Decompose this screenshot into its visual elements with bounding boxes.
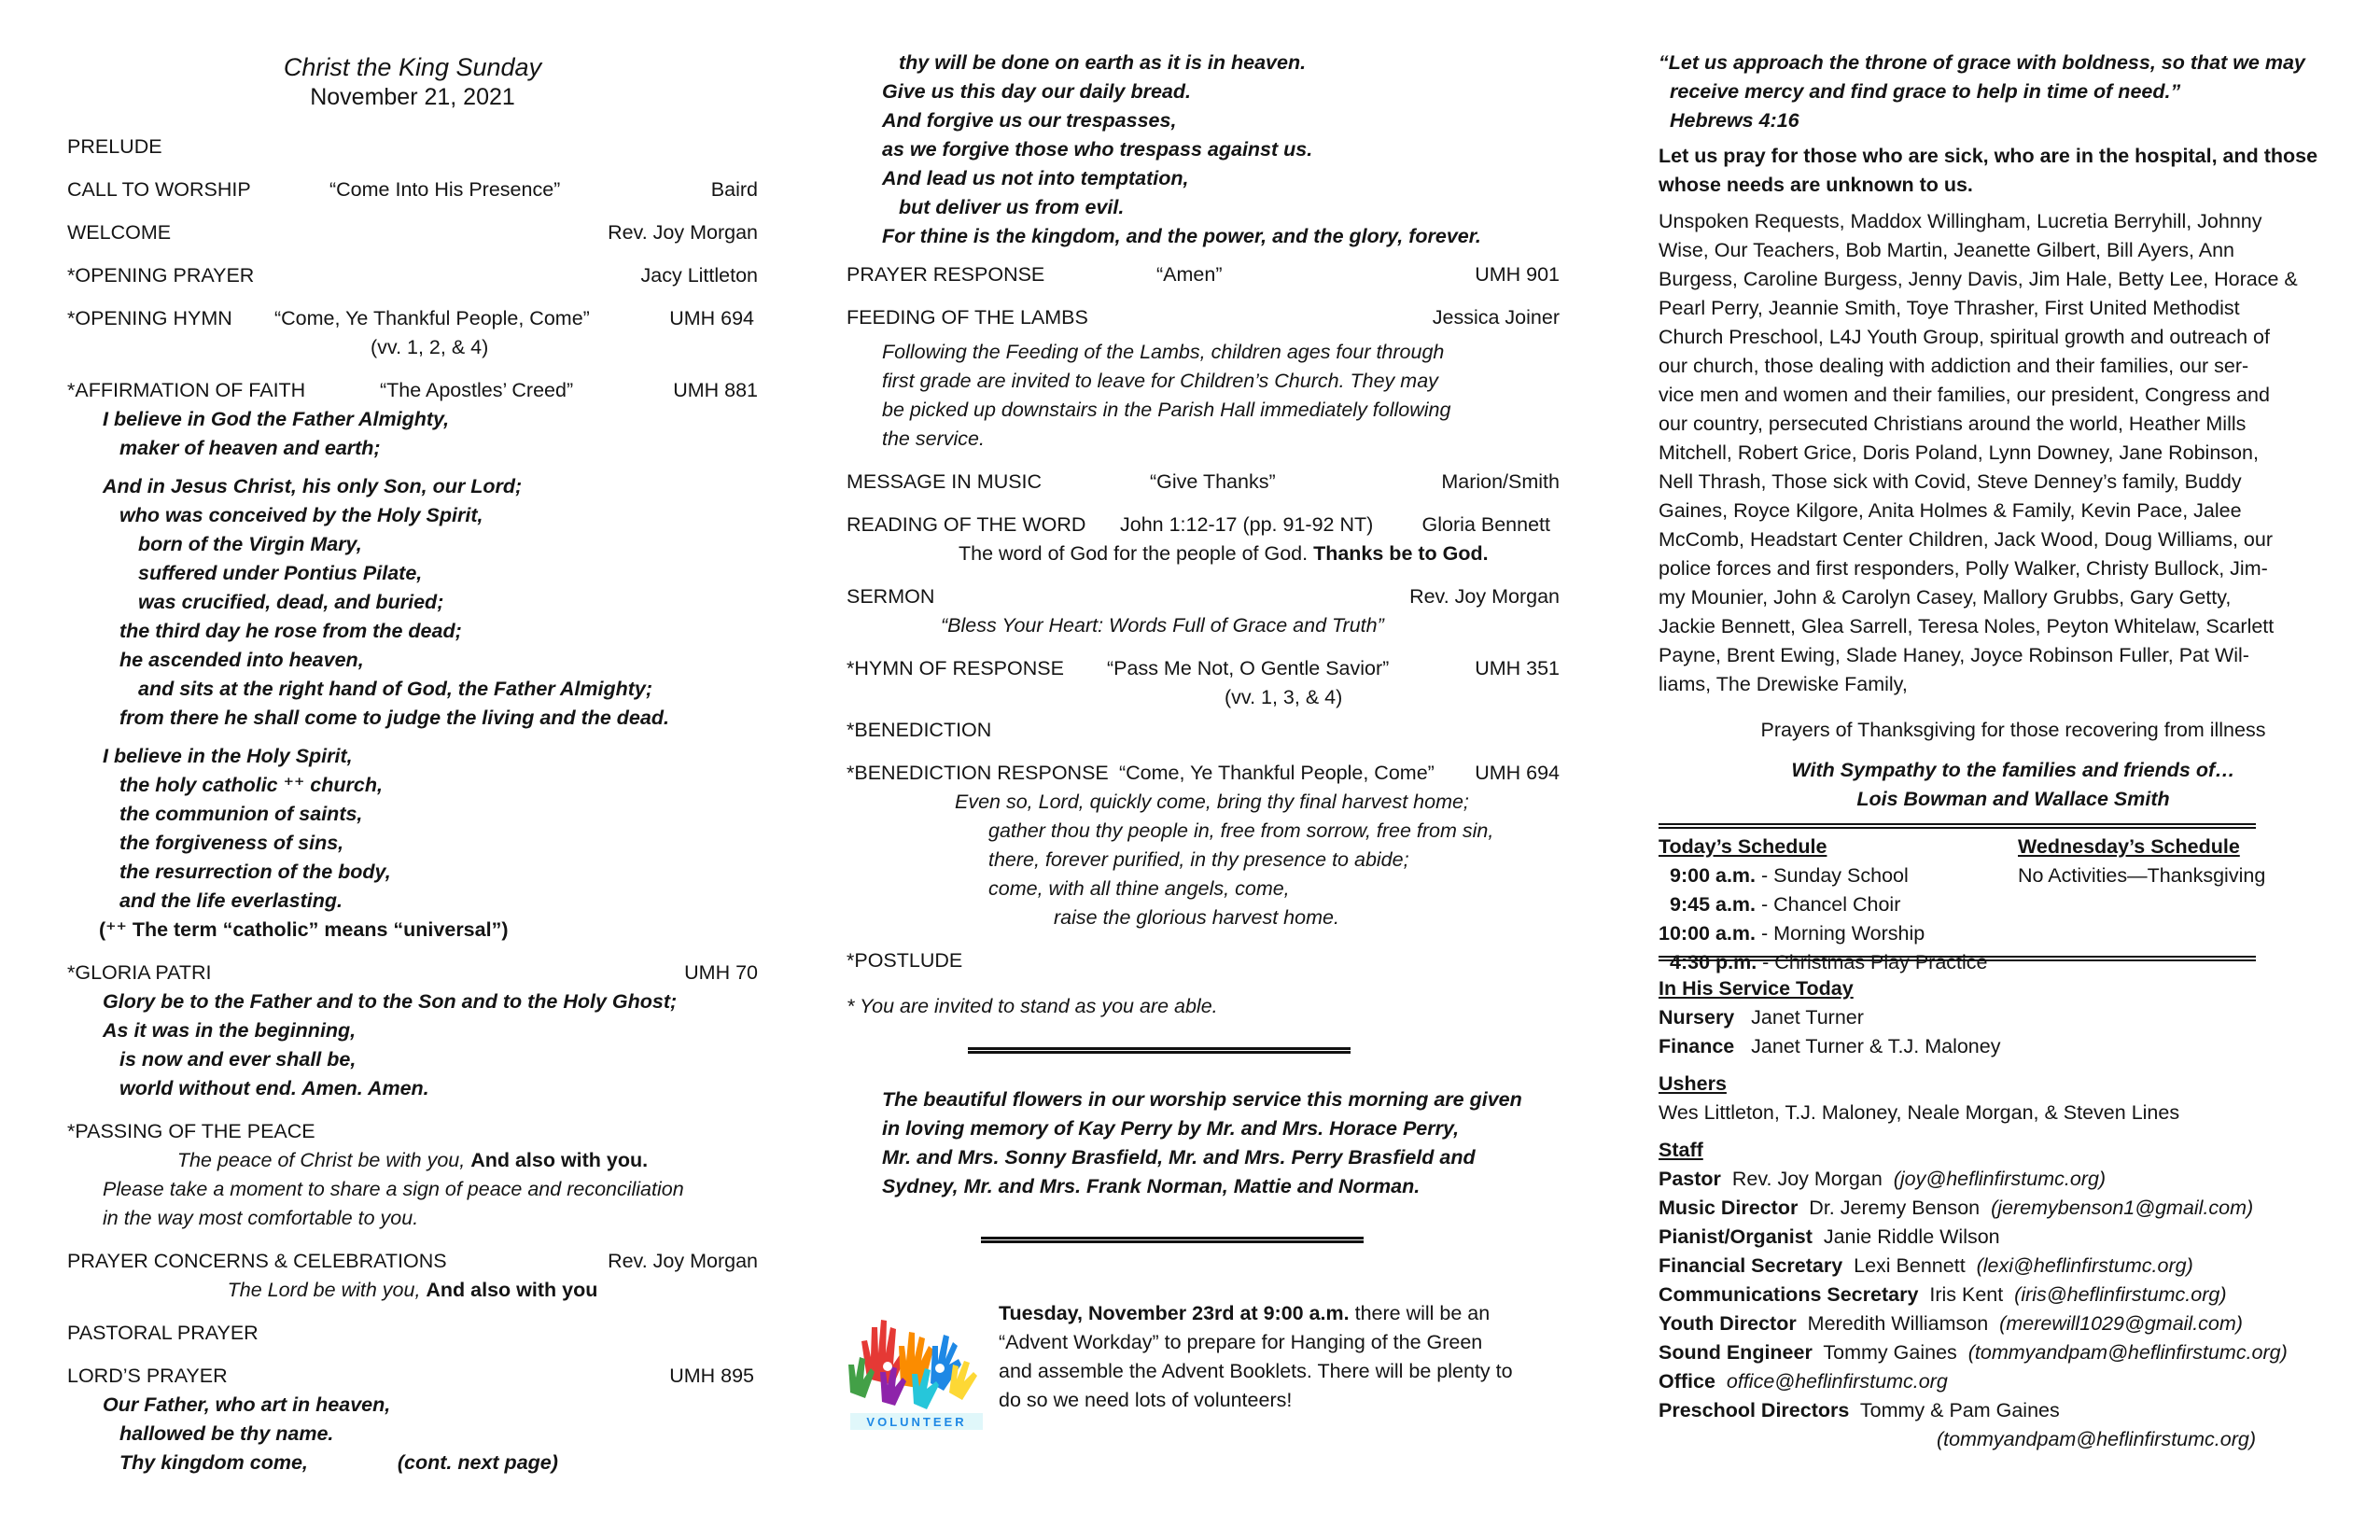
hymn-verses: (vv. 1, 2, & 4) [371, 336, 489, 358]
scripture-quote-line-1: “Let us approach the throne of grace with boldness, so that we may [1659, 51, 2305, 74]
call-to-worship [67, 175, 758, 204]
staff-item [1659, 1223, 2368, 1252]
lords-prayer-text [67, 1391, 758, 1449]
sympathy-line-1: With Sympathy to the families and friends of… [1791, 759, 2235, 781]
creed-line: he ascended into heaven, [119, 649, 364, 671]
gloria-patri [67, 959, 758, 987]
lords-prayer-line: For thine is the kingdom, and the power, and the glory, forever. [882, 225, 1481, 247]
item-leader: Baird [710, 178, 758, 201]
workday-line: “Advent Workday” to prepare for Hanging of the Green [999, 1331, 1483, 1353]
item-label: *AFFIRMATION OF FAITH [67, 379, 306, 401]
reading-response [847, 539, 1575, 568]
wednesday-schedule-text: No Activities—Thanksgiving [2018, 864, 2266, 887]
schedule-event: - Chancel Choir [1756, 893, 1901, 916]
wednesday-schedule-heading: Wednesday’s Schedule [2018, 835, 2240, 858]
hymn-of-response [847, 654, 1575, 683]
item-label: CALL TO WORSHIP [67, 178, 251, 201]
staff-name [1715, 1370, 1727, 1393]
staff-email: (jeremybenson1@gmail.com) [1991, 1197, 2254, 1219]
opening-prayer [67, 261, 758, 290]
item-title: “Amen” [1156, 263, 1223, 286]
lords-prayer-line: thy will be done on earth as it is in heaven. [899, 51, 1307, 74]
staff-item [1659, 1194, 2368, 1223]
reading-call: The word of God for the people of God. [959, 542, 1314, 565]
reading-of-word [847, 511, 1575, 539]
passing-of-peace [67, 1117, 758, 1146]
item-hymn-number: UMH 881 [673, 379, 758, 401]
apostles-creed-text [67, 405, 758, 916]
prayer-list-line: liams, The Drewiske Family, [1659, 673, 1908, 695]
prayer-list-line: McComb, Headstart Center Children, Jack Wood, Doug Williams, our [1659, 528, 2273, 551]
prayer-list-line: Pearl Perry, Jeannie Smith, Toye Thrasher, First United Methodist [1659, 297, 2240, 319]
prayer-list-line: Mitchell, Robert Grice, Doris Poland, Lynn Downey, Jane Robinson, [1659, 441, 2259, 464]
lords-prayer-line: And lead us not into temptation, [882, 167, 1189, 189]
item-leader: Rev. Joy Morgan [608, 221, 758, 244]
lords-prayer-line: Our Father, who art in heaven, [103, 1393, 391, 1416]
lords-prayer-line: but deliver us from evil. [899, 196, 1125, 218]
item-hymn-number: UMH 694 [669, 307, 754, 329]
prayer-list-line: my Mounier, John & Carolyn Casey, Mallory Grubbs, Gary Getty, [1659, 586, 2232, 609]
lords-prayer-line: And forgive us our trespasses, [882, 109, 1177, 132]
schedule-item [1659, 919, 1988, 948]
bulletin-title: Christ the King Sunday [283, 53, 542, 81]
feeding-note [847, 338, 1575, 454]
affirmation-of-faith [67, 376, 758, 405]
service-role: Finance [1659, 1035, 1735, 1057]
flowers-line: in loving memory of Kay Perry by Mr. and Mrs. Horace Perry, [882, 1117, 1460, 1140]
lord-call: The Lord be with you, [227, 1279, 427, 1301]
sermon [847, 582, 1575, 611]
item-hymn-number: UMH 694 [1475, 762, 1560, 784]
volunteer-hands-logo [847, 1299, 987, 1432]
staff-list [1659, 1165, 2368, 1425]
prayer-heading-1: Let us pray for those who are sick, who are in the hospital, and those [1659, 145, 2318, 167]
double-divider [968, 1047, 1351, 1054]
stand-note: * You are invited to stand as you are able. [847, 995, 1218, 1017]
staff-item [1659, 1252, 2368, 1281]
benediction-response-line: raise the glorious harvest home. [1054, 906, 1339, 929]
staff-email: (tommyandpam@heflinfirstumc.org) [1967, 1341, 2288, 1364]
workday-line: and assemble the Advent Booklets. There will be plenty to [999, 1360, 1513, 1382]
staff-heading: Staff [1659, 1139, 1703, 1161]
peace-call: The peace of Christ be with you, [176, 1149, 471, 1171]
schedule-event: - Morning Worship [1755, 922, 1925, 945]
staff-role: Pastor [1659, 1168, 1721, 1190]
workday-lines [999, 1328, 1577, 1415]
double-divider [981, 1237, 1364, 1243]
staff-name: Dr. Jeremy Benson [1798, 1197, 1992, 1219]
lord-be-with-you [67, 1276, 758, 1305]
flowers-line: The beautiful flowers in our worship service this morning are given [882, 1088, 1522, 1111]
staff-role: Music Director [1659, 1197, 1799, 1219]
staff-item [1659, 1309, 2368, 1338]
gloria-line: Glory be to the Father and to the Son and to the Holy Ghost; [103, 990, 678, 1013]
item-label: *POSTLUDE [847, 949, 963, 972]
staff-item [1659, 1396, 2368, 1425]
gloria-line: world without end. Amen. Amen. [119, 1077, 429, 1099]
staff-role: Financial Secretary [1659, 1254, 1843, 1277]
item-title: “The Apostles’ Creed” [380, 379, 574, 401]
item-hymn-number: UMH 351 [1475, 657, 1560, 679]
item-label: *PASSING OF THE PEACE [67, 1120, 315, 1142]
item-hymn-number: UMH 901 [1475, 263, 1560, 286]
feeding-note-line: first grade are invited to leave for Children’s Church. They may [882, 370, 1438, 392]
prayer-list [1659, 207, 2368, 699]
staff-email: (lexi@heflinfirstumc.org) [1976, 1254, 2193, 1277]
workday-date: Tuesday, November 23rd at 9:00 a.m. [999, 1302, 1350, 1324]
item-label: WELCOME [67, 221, 172, 244]
benediction-response-line: gather thou thy people in, free from sorrow, free from sin, [988, 819, 1494, 842]
schedule-time: 10:00 a.m. [1659, 922, 1756, 945]
schedule-time: 9:45 a.m. [1670, 893, 1757, 916]
item-label: PASTORAL PRAYER [67, 1322, 259, 1344]
prayer-list-line: Jackie Bennett, Glea Sarrell, Teresa Noles, Peyton Whitelaw, Scarlett [1659, 615, 2275, 637]
today-schedule [1659, 833, 1988, 977]
staff-email: (merewill1029@gmail.com) [1999, 1312, 2243, 1335]
schedule-event: - Sunday School [1756, 864, 1909, 887]
welcome [67, 218, 758, 247]
staff-name: Tommy & Pam Gaines [1849, 1399, 2060, 1421]
schedule-item [1659, 861, 1988, 890]
item-hymn-number: UMH 70 [684, 961, 758, 984]
prayer-list-line: Wise, Our Teachers, Bob Martin, Jeanette Gilbert, Bill Ayers, Ann [1659, 239, 2235, 261]
creed-line: was crucified, dead, and buried; [138, 591, 444, 613]
benediction-response-line: come, with all thine angels, come, [988, 877, 1290, 900]
prayer-list-line: vice men and women and their families, our president, Congress and [1659, 384, 2270, 406]
creed-line: And in Jesus Christ, his only Son, our Lord; [103, 475, 523, 497]
item-leader: Rev. Joy Morgan [608, 1250, 758, 1272]
creed-line: the third day he rose from the dead; [119, 620, 462, 642]
lords-prayer [67, 1362, 758, 1391]
lords-prayer-kingdom [67, 1449, 758, 1477]
item-label: PRAYER RESPONSE [847, 263, 1045, 286]
prayer-list-line: Payne, Brent Ewing, Slade Haney, Joyce Robinson Fuller, Pat Wil- [1659, 644, 2249, 666]
reading-reply: Thanks be to God. [1313, 542, 1489, 565]
gloria-line: As it was in the beginning, [103, 1019, 357, 1042]
service-name: Janet Turner & T.J. Maloney [1734, 1035, 2001, 1057]
service-name: Janet Turner [1734, 1006, 1864, 1029]
creed-line: and the life everlasting. [119, 889, 343, 912]
schedule-time: 4:30 p.m. [1670, 951, 1757, 973]
lords-prayer-line: Give us this day our daily bread. [882, 80, 1191, 103]
prayer-response [847, 260, 1575, 289]
schedule-time: 9:00 a.m. [1670, 864, 1757, 887]
gloria-text [67, 987, 758, 1103]
service-heading: In His Service Today [1659, 977, 1854, 1000]
prayer-list-line: police forces and first responders, Polly Walker, Christy Bullock, Jim- [1659, 557, 2268, 580]
thanksgiving-line: Prayers of Thanksgiving for those recovering from illness [1760, 719, 2266, 741]
item-title: “Pass Me Not, O Gentle Savior” [1107, 657, 1390, 679]
peace-note-1: Please take a moment to share a sign of peace and reconciliation [103, 1178, 684, 1200]
creed-line: the communion of saints, [119, 803, 363, 825]
workday-text [999, 1299, 1577, 1415]
creed-line: I believe in God the Father Almighty, [103, 408, 450, 430]
prayer-list-line: Unspoken Requests, Maddox Willingham, Lucretia Berryhill, Johnny [1659, 210, 2262, 232]
today-schedule-list [1659, 861, 1988, 977]
schedule-item [1659, 890, 1988, 919]
item-label: *OPENING PRAYER [67, 264, 255, 287]
benediction-response-line: there, forever purified, in thy presence to abide; [988, 848, 1409, 871]
creed-line: and sits at the right hand of God, the Father Almighty; [138, 678, 653, 700]
volunteer-logo-text: VOLUNTEER [866, 1415, 967, 1429]
staff-role: Preschool Directors [1659, 1399, 1850, 1421]
scripture-quote-line-2: receive mercy and find grace to help in time of need.” [1670, 80, 2181, 103]
benediction-response [847, 759, 1575, 788]
staff-item [1659, 1165, 2368, 1194]
feeding-note-line: the service. [882, 427, 985, 450]
column-order-continued [847, 49, 1575, 1430]
staff-name: Rev. Joy Morgan [1720, 1168, 1894, 1190]
staff-name: Lexi Bennett [1842, 1254, 1977, 1277]
column-order-of-worship [67, 49, 758, 1477]
prelude [67, 133, 758, 161]
lords-prayer-line: as we forgive those who trespass against us. [882, 138, 1313, 161]
feeding-note-line: be picked up downstairs in the Parish Hall immediately following [882, 399, 1451, 421]
staff-name: Tommy Gaines [1812, 1341, 1968, 1364]
schedule-section [1659, 833, 2368, 973]
service-role: Nursery [1659, 1006, 1735, 1029]
item-title: “Come Into His Presence” [329, 178, 561, 201]
schedule-item [1659, 948, 1988, 977]
item-leader: Marion/Smith [1441, 470, 1560, 493]
workday-line: do so we need lots of volunteers! [999, 1389, 1293, 1411]
prayer-list-line: Church Preschool, L4J Youth Group, spiritual growth and outreach of [1659, 326, 2270, 348]
creed-line: who was conceived by the Holy Spirit, [119, 504, 483, 526]
wednesday-schedule [2018, 833, 2265, 890]
prayer-list-line: Gaines, Royce Kilgore, Anita Holmes & Family, Kevin Pace, Jalee [1659, 499, 2242, 522]
peace-reply: And also with you. [470, 1149, 649, 1171]
double-divider [1659, 823, 2256, 829]
benediction-response-text [847, 788, 1575, 932]
prayer-heading-2: whose needs are unknown to us. [1659, 174, 1973, 196]
staff-role: Sound Engineer [1659, 1341, 1813, 1364]
creed-line: I believe in the Holy Spirit, [103, 745, 353, 767]
ushers-heading: Ushers [1659, 1072, 1727, 1095]
staff-email: office@heflinfirstumc.org [1726, 1370, 1948, 1393]
item-label: PRAYER CONCERNS & CELEBRATIONS [67, 1250, 447, 1272]
item-label: READING OF THE WORD [847, 513, 1086, 536]
item-leader: Jessica Joiner [1432, 306, 1560, 329]
item-label: MESSAGE IN MUSIC [847, 470, 1043, 493]
service-item [1659, 1003, 2368, 1032]
prayer-concerns [67, 1247, 758, 1276]
advent-workday-notice [847, 1299, 1575, 1430]
creed-line: the resurrection of the body, [119, 861, 391, 883]
schedule-event: - Christmas Play Practice [1757, 951, 1988, 973]
bulletin-date: November 21, 2021 [310, 84, 515, 110]
staff-role: Office [1659, 1370, 1715, 1393]
creed-line: the forgiveness of sins, [119, 832, 344, 854]
item-leader: Rev. Joy Morgan [1409, 585, 1560, 608]
sermon-title: “Bless Your Heart: Words Full of Grace and Truth” [941, 614, 1384, 637]
prayer-list-line: our church, those dealing with addiction and their families, our ser- [1659, 355, 2249, 377]
flowers-line: Sydney, Mr. and Mrs. Frank Norman, Mattie and Norman. [882, 1175, 1421, 1197]
sympathy-line-2: Lois Bowman and Wallace Smith [1856, 788, 2170, 810]
gloria-line: is now and ever shall be, [119, 1048, 357, 1071]
staff-item [1659, 1367, 2368, 1396]
continued-note: (cont. next page) [397, 1451, 558, 1474]
item-scripture: John 1:12-17 (pp. 91-92 NT) [1120, 513, 1374, 536]
postlude [847, 946, 1575, 975]
staff-email: (joy@heflinfirstumc.org) [1893, 1168, 2107, 1190]
lp-kingdom: Thy kingdom come, [119, 1451, 308, 1474]
service-list [1659, 1003, 2368, 1061]
benediction-response-line: Even so, Lord, quickly come, bring thy final harvest home; [955, 791, 1469, 813]
item-label: LORD’S PRAYER [67, 1365, 228, 1387]
catholic-note: (⁺⁺ The term “catholic” means “universal”) [99, 918, 509, 941]
item-hymn-number: UMH 895 [669, 1365, 754, 1387]
message-in-music [847, 468, 1575, 497]
peace-response [67, 1146, 758, 1175]
item-title: “Come, Ye Thankful People, Come” [1119, 762, 1435, 784]
service-item [1659, 1032, 2368, 1061]
feeding-note-line: Following the Feeding of the Lambs, children ages four through [882, 341, 1445, 363]
staff-item [1659, 1281, 2368, 1309]
flowers-line: Mr. and Mrs. Sonny Brasfield, Mr. and Mrs. Perry Brasfield and [882, 1146, 1476, 1169]
staff-role: Youth Director [1659, 1312, 1797, 1335]
item-label: *BENEDICTION [847, 719, 992, 741]
today-schedule-heading: Today’s Schedule [1659, 835, 1827, 858]
staff-name: Iris Kent [1918, 1283, 2015, 1306]
creed-line: suffered under Pontius Pilate, [138, 562, 423, 584]
item-title: “Give Thanks” [1150, 470, 1276, 493]
creed-line: born of the Virgin Mary, [138, 533, 362, 555]
column-announcements [1659, 49, 2368, 1454]
item-leader: Jacy Littleton [640, 264, 758, 287]
prayer-list-line: our country, persecuted Christians around the world, Heather Mills [1659, 413, 2247, 435]
lords-prayer-continued [847, 49, 1575, 251]
item-label: *BENEDICTION RESPONSE [847, 762, 1109, 784]
feeding-of-lambs [847, 303, 1575, 332]
lord-reply: And also with you [426, 1279, 598, 1301]
staff-item [1659, 1338, 2368, 1367]
creed-line: from there he shall come to judge the living and the dead. [119, 707, 669, 729]
prayer-list-line: Burgess, Caroline Burgess, Jenny Davis, Jim Hale, Betty Lee, Horace & [1659, 268, 2298, 290]
staff-name: Meredith Williamson [1796, 1312, 2000, 1335]
staff-name: Janie Riddle Wilson [1812, 1225, 2000, 1248]
creed-line: maker of heaven and earth; [119, 437, 381, 459]
workday-line-1: there will be an [1349, 1302, 1491, 1324]
lords-prayer-line: hallowed be thy name. [119, 1422, 334, 1445]
opening-hymn [67, 304, 758, 333]
item-label: *OPENING HYMN [67, 307, 232, 329]
scripture-reference: Hebrews 4:16 [1670, 109, 1799, 132]
raised-hands-icon [848, 1320, 977, 1409]
item-leader: Gloria Bennett [1421, 513, 1550, 536]
pastoral-prayer [67, 1319, 758, 1348]
ushers-list: Wes Littleton, T.J. Maloney, Neale Morgan, & Steven Lines [1659, 1101, 2180, 1124]
item-title: “Come, Ye Thankful People, Come” [274, 307, 590, 329]
staff-role: Communications Secretary [1659, 1283, 1919, 1306]
creed-line: the holy catholic ⁺⁺ church, [119, 774, 383, 796]
item-label: SERMON [847, 585, 935, 608]
benediction [847, 716, 1575, 745]
item-label: FEEDING OF THE LAMBS [847, 306, 1088, 329]
item-label: *HYMN OF RESPONSE [847, 657, 1064, 679]
preschool-email: (tommyandpam@heflinfirstumc.org) [1936, 1428, 2256, 1450]
peace-note-2: in the way most comfortable to you. [103, 1207, 419, 1229]
staff-email: (iris@heflinfirstumc.org) [2014, 1283, 2227, 1306]
prayer-list-line: Nell Thrash, Those sick with Covid, Steve Denney’s family, Buddy [1659, 470, 2242, 493]
item-label: *GLORIA PATRI [67, 961, 212, 984]
staff-role: Pianist/Organist [1659, 1225, 1813, 1248]
flowers-dedication [847, 1085, 1575, 1201]
prelude-label: PRELUDE [67, 135, 162, 158]
hymn-verses: (vv. 1, 3, & 4) [1225, 686, 1343, 708]
